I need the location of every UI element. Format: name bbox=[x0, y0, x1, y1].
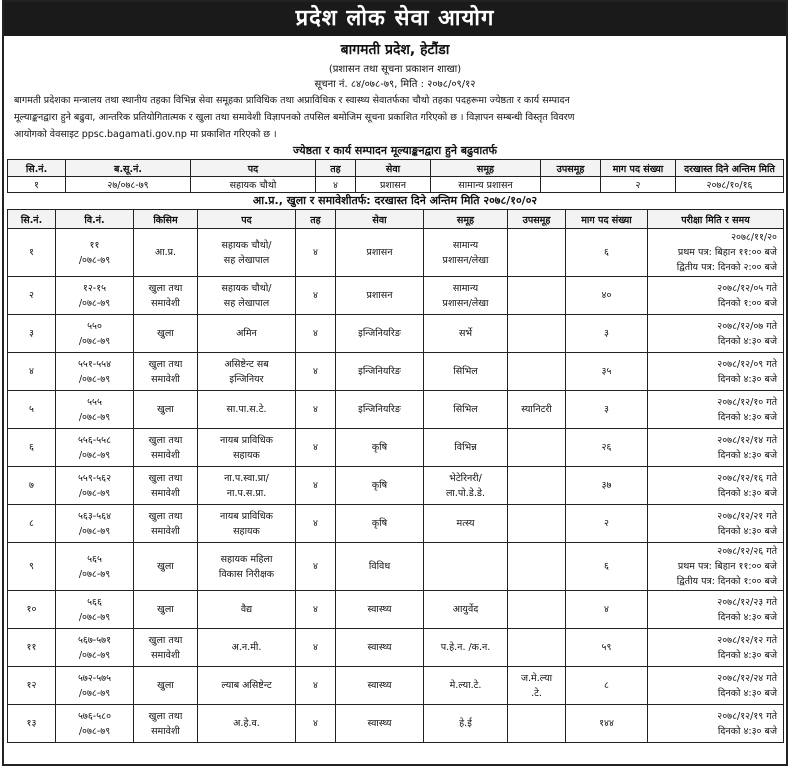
advert-number-line: /०७८-७९ bbox=[78, 411, 111, 423]
group-line: सामान्य bbox=[452, 282, 479, 294]
demand-cell: ४ bbox=[566, 591, 648, 629]
subgroup-cell bbox=[508, 229, 566, 277]
exam-date-cell bbox=[648, 467, 784, 505]
kind-line: खुला तथा bbox=[148, 358, 183, 370]
serial-cell: ६ bbox=[8, 429, 56, 467]
group-cell bbox=[424, 315, 508, 353]
column-header: उपसमूह bbox=[541, 160, 601, 177]
demand-cell: ५९ bbox=[566, 629, 648, 667]
demand-cell: २६ bbox=[566, 429, 648, 467]
exam-date-line: दिनको ४:३० बजे bbox=[717, 649, 777, 661]
post-cell bbox=[198, 277, 296, 315]
exam-date-line: दिनको ४:३० बजे bbox=[717, 335, 777, 347]
exam-date-line: दिनको ४:३० बजे bbox=[717, 611, 777, 623]
exam-date-line: २०७८/१२/१२ गते bbox=[717, 634, 777, 646]
column-header: तह bbox=[316, 160, 356, 177]
advert-number-line: /०७८-७९ bbox=[78, 254, 111, 266]
column-header: सि.नं. bbox=[8, 210, 56, 229]
exam-date-line: २०७८/१२/०९ गते bbox=[717, 358, 777, 370]
group-cell bbox=[424, 353, 508, 391]
kind-line: समावेशी bbox=[151, 525, 180, 537]
exam-date-line: २०७८/१२/२३ गते bbox=[717, 596, 777, 608]
service-cell: कृषि bbox=[336, 467, 424, 505]
service-cell: स्वास्थ्य bbox=[336, 667, 424, 705]
advert-number-line: ५५९-५६२ bbox=[77, 472, 112, 484]
post-line: सा.पा.स.टे. bbox=[226, 404, 267, 415]
subgroup-cell bbox=[508, 429, 566, 467]
table-row bbox=[8, 391, 784, 429]
post-cell bbox=[198, 591, 296, 629]
kind-line: समावेशी bbox=[151, 297, 180, 309]
vacancy-table-header bbox=[8, 210, 784, 229]
demand-cell: ३ bbox=[566, 391, 648, 429]
post-line: विकास निरीक्षक bbox=[218, 568, 275, 580]
section2-title: आ.प्र., खुला र समावेशीतर्फ: दरखास्त दिने अन्तिम मिति २०७८/१०/०२ bbox=[252, 194, 538, 207]
subgroup-cell bbox=[508, 277, 566, 315]
column-header: माग पद संख्या bbox=[566, 210, 648, 229]
exam-date-cell bbox=[648, 353, 784, 391]
group-line: सिभिल bbox=[453, 404, 478, 415]
group-line: प्रशासन/लेखा bbox=[442, 254, 489, 266]
service-cell: विविध bbox=[336, 543, 424, 591]
exam-date-line: दिनको ४:३० बजे bbox=[717, 373, 777, 385]
advert-number-line: /०७८-७९ bbox=[78, 649, 111, 661]
kind-cell bbox=[134, 315, 198, 353]
post-line: ना.प.स.प्रा. bbox=[226, 487, 267, 499]
kind-line: समावेशी bbox=[151, 449, 180, 461]
group-cell bbox=[424, 543, 508, 591]
subgroup-cell bbox=[508, 591, 566, 629]
table-row bbox=[8, 429, 784, 467]
column-header: वि.नं. bbox=[56, 210, 134, 229]
column-header: उपसमूह bbox=[508, 210, 566, 229]
kind-line: खुला bbox=[157, 604, 174, 615]
column-header: समूह bbox=[424, 210, 508, 229]
advert-number-cell bbox=[56, 505, 134, 543]
exam-date-cell bbox=[648, 505, 784, 543]
group-cell bbox=[424, 705, 508, 743]
post-cell bbox=[198, 229, 296, 277]
group-line: भेटेरिनरी/ bbox=[449, 472, 482, 484]
table-row bbox=[8, 277, 784, 315]
column-header: पद bbox=[198, 210, 296, 229]
kind-line: खुला तथा bbox=[148, 510, 183, 522]
kind-cell bbox=[134, 229, 198, 277]
group-cell bbox=[424, 229, 508, 277]
advert-number-line: /०७८-७९ bbox=[78, 611, 111, 623]
post-line: अ.न.मी. bbox=[231, 642, 262, 653]
kind-line: खुला तथा bbox=[148, 472, 183, 484]
column-header: समूह bbox=[431, 160, 541, 177]
post-line: सहायक महिला bbox=[220, 553, 273, 565]
kind-line: खुला bbox=[157, 561, 174, 572]
group-cell bbox=[424, 391, 508, 429]
section1-title: ज्येष्ठता र कार्य सम्पादन मूल्याङ्कनद्वारा हुने बढुवातर्फ bbox=[293, 144, 497, 157]
table-row bbox=[8, 629, 784, 667]
exam-date-line: दिनको १:०० बजे bbox=[717, 297, 777, 309]
office-title: बागमती प्रदेश, हेटौंडा bbox=[340, 42, 450, 58]
group-cell bbox=[424, 505, 508, 543]
service-cell: कृषि bbox=[336, 429, 424, 467]
intro-line-1: बागमती प्रदेशका मन्त्रालय तथा स्थानीय तहका विभिन्न सेवा समूहका प्राविधिक तथा अप्राविधिक र स्वास्थ्य सेवातर्फका चौथो तहका पदहरूमा ज्येष्ठता र कार्य सम्पादन bbox=[14, 95, 570, 106]
subgroup-cell bbox=[508, 391, 566, 429]
exam-date-line: २०७८/१२/१९ गते bbox=[717, 710, 777, 722]
kind-line: समावेशी bbox=[151, 725, 180, 737]
post-line: सहायक चौथो/ bbox=[221, 239, 272, 251]
subgroup-cell bbox=[508, 315, 566, 353]
service-cell: स्वास्थ्य bbox=[336, 591, 424, 629]
column-header: माग पद संख्या bbox=[601, 160, 676, 177]
group-line: आयुर्वेद bbox=[452, 604, 479, 615]
table-cell: प्रशासन bbox=[356, 177, 431, 193]
kind-line: समावेशी bbox=[151, 373, 180, 385]
exam-date-cell bbox=[648, 667, 784, 705]
group-cell bbox=[424, 629, 508, 667]
exam-date-line: २०७८/१२/२६ गते bbox=[717, 546, 777, 557]
level-cell: ४ bbox=[296, 229, 336, 277]
serial-cell: ७ bbox=[8, 467, 56, 505]
serial-cell: ८ bbox=[8, 505, 56, 543]
advert-number-line: /०७८-७९ bbox=[78, 373, 111, 385]
advert-number-line: ५५६-५५८ bbox=[77, 434, 112, 446]
table-row bbox=[8, 667, 784, 705]
exam-date-line: प्रथम पत्र: बिहान ११:०० बजे bbox=[677, 561, 777, 572]
exam-date-cell bbox=[648, 543, 784, 591]
table-cell: २०७८/१०/१६ bbox=[676, 177, 784, 193]
group-line: मत्स्य bbox=[456, 518, 475, 529]
advert-number-cell bbox=[56, 467, 134, 505]
demand-cell: ३ bbox=[566, 315, 648, 353]
exam-date-line: २०७८/११/२० bbox=[731, 232, 777, 243]
kind-line: समावेशी bbox=[151, 649, 180, 661]
table-row bbox=[8, 467, 784, 505]
advert-number-line: /०७८-७९ bbox=[78, 725, 111, 737]
kind-line: खुला bbox=[157, 404, 174, 415]
kind-cell bbox=[134, 467, 198, 505]
kind-cell bbox=[134, 391, 198, 429]
kind-cell bbox=[134, 629, 198, 667]
promotion-table-header bbox=[8, 160, 784, 177]
exam-date-cell bbox=[648, 277, 784, 315]
serial-cell: १० bbox=[8, 591, 56, 629]
service-cell: प्रशासन bbox=[336, 229, 424, 277]
service-cell: स्वास्थ्य bbox=[336, 629, 424, 667]
exam-date-line: दिनको ४:३० बजे bbox=[717, 687, 777, 699]
post-cell bbox=[198, 429, 296, 467]
serial-cell: १२ bbox=[8, 667, 56, 705]
kind-cell bbox=[134, 277, 198, 315]
advert-number-line: /०७८-७९ bbox=[78, 449, 111, 461]
table-row bbox=[8, 505, 784, 543]
post-line: सह लेखापाल bbox=[223, 297, 270, 309]
post-cell bbox=[198, 667, 296, 705]
subgroup-cell bbox=[508, 629, 566, 667]
exam-date-cell bbox=[648, 429, 784, 467]
level-cell: ४ bbox=[296, 391, 336, 429]
demand-cell: ३५ bbox=[566, 353, 648, 391]
kind-line: खुला तथा bbox=[148, 282, 183, 294]
level-cell: ४ bbox=[296, 591, 336, 629]
advert-number-line: ५५० bbox=[87, 320, 102, 332]
service-cell: इन्जिनियरिङ bbox=[336, 315, 424, 353]
exam-date-line: दिनको ४:३० बजे bbox=[717, 725, 777, 737]
kind-cell bbox=[134, 505, 198, 543]
serial-cell: ९ bbox=[8, 543, 56, 591]
service-cell: प्रशासन bbox=[336, 277, 424, 315]
subgroup-cell bbox=[508, 353, 566, 391]
exam-date-line: २०७८/१२/१० गते bbox=[717, 396, 777, 408]
exam-date-line: २०७८/१२/१६ गते bbox=[717, 472, 777, 484]
table-cell: ४ bbox=[316, 177, 356, 193]
post-line: वैद्य bbox=[240, 604, 253, 615]
subgroup-cell bbox=[508, 705, 566, 743]
post-cell bbox=[198, 705, 296, 743]
advert-number-cell bbox=[56, 277, 134, 315]
kind-line: खुला तथा bbox=[148, 710, 183, 722]
service-cell: स्वास्थ्य bbox=[336, 705, 424, 743]
post-cell bbox=[198, 505, 296, 543]
post-line: अ.हे.व. bbox=[233, 718, 260, 729]
advert-number-line: /०७८-७९ bbox=[78, 297, 111, 309]
kind-line: आ.प्र. bbox=[154, 247, 177, 258]
exam-date-line: दिनको ४:३० बजे bbox=[717, 525, 777, 537]
group-line: सामान्य bbox=[452, 239, 479, 251]
group-line: प.हे.न. /क.न. bbox=[440, 642, 491, 653]
kind-cell bbox=[134, 353, 198, 391]
group-line: प्रशासन/लेखा bbox=[442, 297, 489, 309]
serial-cell: १ bbox=[8, 229, 56, 277]
group-line: विभिन्न bbox=[454, 442, 477, 453]
column-header: किसिम bbox=[134, 210, 198, 229]
post-line: नायब प्राविधिक bbox=[220, 510, 273, 522]
group-cell bbox=[424, 277, 508, 315]
service-cell: कृषि bbox=[336, 505, 424, 543]
demand-cell: २ bbox=[566, 505, 648, 543]
vacancy-table bbox=[7, 209, 784, 743]
group-line: सर्भे bbox=[458, 328, 473, 339]
advert-number-cell bbox=[56, 543, 134, 591]
post-line: असिष्टेन्ट सब bbox=[224, 358, 269, 370]
group-line: मे.ल्या.टे. bbox=[449, 680, 482, 691]
advert-number-line: ५५१-५५४ bbox=[77, 358, 112, 370]
column-header: ब.सू.नं. bbox=[66, 160, 191, 177]
level-cell: ४ bbox=[296, 505, 336, 543]
advert-number-cell bbox=[56, 353, 134, 391]
kind-line: समावेशी bbox=[151, 487, 180, 499]
subgroup-cell bbox=[508, 467, 566, 505]
kind-cell bbox=[134, 543, 198, 591]
service-cell: इन्जिनियरिङ bbox=[336, 391, 424, 429]
notice-number: सूचना नं. ८४/०७८-७९, मिति : २०७८/०९/१२ bbox=[314, 79, 476, 90]
kind-cell bbox=[134, 591, 198, 629]
column-header: परीक्षा मिति र समय bbox=[648, 210, 784, 229]
table-cell: २७/०७८-७९ bbox=[66, 177, 191, 193]
post-line: सह लेखापाल bbox=[223, 254, 270, 266]
intro-line-3: आयोगको वेवसाइट ppsc.bagamati.gov.np मा प्रकाशित गरिएको छ । bbox=[14, 129, 277, 140]
exam-date-cell bbox=[648, 705, 784, 743]
advert-number-line: ५६३-५६४ bbox=[77, 510, 112, 522]
advert-number-line: /०७८-७९ bbox=[78, 568, 111, 580]
table-row bbox=[8, 353, 784, 391]
kind-cell bbox=[134, 705, 198, 743]
kind-line: खुला तथा bbox=[148, 434, 183, 446]
column-header: सेवा bbox=[356, 160, 431, 177]
post-cell bbox=[198, 315, 296, 353]
exam-date-line: २०७८/१२/२१ गते bbox=[717, 510, 777, 522]
exam-date-line: दिनको ४:३० बजे bbox=[717, 487, 777, 499]
advert-number-cell bbox=[56, 705, 134, 743]
exam-date-line: द्वितीय पत्र: दिनको १:०० बजे bbox=[676, 576, 777, 587]
column-header: तह bbox=[296, 210, 336, 229]
subgroup-cell bbox=[508, 667, 566, 705]
post-line: इन्जिनियर bbox=[229, 373, 264, 385]
post-cell bbox=[198, 391, 296, 429]
exam-date-line: २०७८/१२/१४ गते bbox=[717, 434, 777, 446]
demand-cell: ४० bbox=[566, 277, 648, 315]
table-row bbox=[8, 591, 784, 629]
exam-date-line: २०७८/१२/०७ गते bbox=[717, 320, 777, 332]
kind-cell bbox=[134, 429, 198, 467]
level-cell: ४ bbox=[296, 277, 336, 315]
post-cell bbox=[198, 353, 296, 391]
subgroup-cell bbox=[508, 543, 566, 591]
exam-date-line: दिनको ४:३० बजे bbox=[717, 411, 777, 423]
demand-cell: ६ bbox=[566, 543, 648, 591]
table-cell: सामान्य प्रशासन bbox=[431, 177, 541, 193]
table-row bbox=[8, 315, 784, 353]
subgroup-line: ज.मे.ल्या bbox=[520, 672, 553, 684]
intro-line-2: मूल्याङ्कनद्वारा हुने बढुवा, आन्तरिक प्रतियोगितात्मक र खुला तथा समावेशी विज्ञापनको तपसिल बमोजिम सूचना प्रकाशित गरिएको छ । विज्ञापन सम्बन्धी विस्तृत विवरण bbox=[14, 112, 575, 123]
table-cell bbox=[541, 177, 601, 193]
advert-number-line: ५७२-५७५ bbox=[77, 672, 112, 684]
column-header: पद bbox=[191, 160, 316, 177]
post-line: ल्याब असिष्टेन्ट bbox=[221, 680, 272, 691]
table-row bbox=[8, 705, 784, 743]
demand-cell: ३७ bbox=[566, 467, 648, 505]
exam-date-cell bbox=[648, 391, 784, 429]
group-line: ला.पो.डे.डे. bbox=[445, 487, 485, 499]
post-line: नायब प्राविधिक bbox=[220, 434, 273, 446]
column-header: सि.नं. bbox=[8, 160, 66, 177]
level-cell: ४ bbox=[296, 667, 336, 705]
post-line: सहायक चौथो/ bbox=[221, 282, 272, 294]
group-cell bbox=[424, 591, 508, 629]
serial-cell: ४ bbox=[8, 353, 56, 391]
kind-line: खुला bbox=[157, 328, 174, 339]
demand-cell: १४४ bbox=[566, 705, 648, 743]
notice-page bbox=[2, 0, 788, 766]
exam-date-cell bbox=[648, 315, 784, 353]
kind-line: खुला bbox=[157, 680, 174, 691]
advert-number-line: ५६७-५७१ bbox=[77, 634, 112, 646]
post-line: अमिन bbox=[236, 328, 257, 339]
level-cell: ४ bbox=[296, 705, 336, 743]
advert-number-line: /०७८-७९ bbox=[78, 335, 111, 347]
intro-paragraph bbox=[4, 92, 786, 143]
column-header: दरखास्त दिने अन्तिम मिति bbox=[676, 160, 784, 177]
branch-subtitle: (प्रशासन तथा सूचना प्रकाशन शाखा) bbox=[328, 64, 462, 75]
exam-date-line: २०७८/१२/२४ गते bbox=[717, 672, 777, 684]
subgroup-cell bbox=[508, 505, 566, 543]
advert-number-cell bbox=[56, 629, 134, 667]
advert-number-line: /०७८-७९ bbox=[78, 525, 111, 537]
exam-date-line: प्रथम पत्र: बिहान ११:०० बजे bbox=[677, 247, 777, 258]
serial-cell: ५ bbox=[8, 391, 56, 429]
serial-cell: ११ bbox=[8, 629, 56, 667]
table-row bbox=[8, 543, 784, 591]
serial-cell: १३ bbox=[8, 705, 56, 743]
advert-number-cell bbox=[56, 667, 134, 705]
kind-cell bbox=[134, 667, 198, 705]
demand-cell: ८ bbox=[566, 667, 648, 705]
serial-cell: २ bbox=[8, 277, 56, 315]
level-cell: ४ bbox=[296, 629, 336, 667]
advert-number-line: ५६५ bbox=[87, 553, 102, 565]
subgroup-line: .टे. bbox=[531, 687, 542, 699]
post-line: ना.प.स्वा.प्रा/ bbox=[224, 472, 269, 484]
subgroup-line: स्यानिटरी bbox=[521, 404, 552, 415]
service-cell: इन्जिनियरिङ bbox=[336, 353, 424, 391]
table-cell: १ bbox=[8, 177, 66, 193]
level-cell: ४ bbox=[296, 353, 336, 391]
exam-date-cell bbox=[648, 629, 784, 667]
level-cell: ४ bbox=[296, 315, 336, 353]
exam-date-cell bbox=[648, 591, 784, 629]
post-cell bbox=[198, 629, 296, 667]
advert-number-line: ११ bbox=[89, 239, 100, 251]
demand-cell: ६ bbox=[566, 229, 648, 277]
group-cell bbox=[424, 667, 508, 705]
advert-number-cell bbox=[56, 315, 134, 353]
advert-number-line: /०७८-७९ bbox=[78, 687, 111, 699]
advert-number-cell bbox=[56, 229, 134, 277]
advert-number-line: १२-१५ bbox=[82, 282, 107, 294]
table-row bbox=[8, 229, 784, 277]
post-cell bbox=[198, 543, 296, 591]
advert-number-cell bbox=[56, 391, 134, 429]
group-cell bbox=[424, 429, 508, 467]
advert-number-line: ५६६ bbox=[87, 596, 102, 608]
level-cell: ४ bbox=[296, 429, 336, 467]
post-cell bbox=[198, 467, 296, 505]
table-cell: २ bbox=[601, 177, 676, 193]
commission-banner: प्रदेश लोक सेवा आयोग bbox=[4, 2, 786, 36]
exam-date-line: द्वितीय पत्र: दिनको २:०० बजे bbox=[676, 262, 777, 273]
post-line: सहायक bbox=[233, 449, 260, 461]
exam-date-cell bbox=[648, 229, 784, 277]
group-line: हे.ई bbox=[459, 718, 472, 729]
column-header: सेवा bbox=[336, 210, 424, 229]
group-line: सिभिल bbox=[453, 366, 478, 377]
advert-number-line: ५५५ bbox=[87, 396, 102, 408]
promotion-table bbox=[7, 159, 784, 193]
exam-date-line: २०७८/१२/०५ गते bbox=[717, 282, 777, 294]
serial-cell: ३ bbox=[8, 315, 56, 353]
table-cell: सहायक चौथो bbox=[191, 177, 316, 193]
kind-line: खुला तथा bbox=[148, 634, 183, 646]
level-cell: ४ bbox=[296, 543, 336, 591]
table-row bbox=[8, 177, 784, 193]
advert-number-cell bbox=[56, 591, 134, 629]
advert-number-line: ५७६-५८० bbox=[77, 710, 112, 722]
advert-number-cell bbox=[56, 429, 134, 467]
exam-date-line: दिनको ४:३० बजे bbox=[717, 449, 777, 461]
post-line: सहायक bbox=[233, 525, 260, 537]
advert-number-line: /०७८-७९ bbox=[78, 487, 111, 499]
level-cell: ४ bbox=[296, 467, 336, 505]
group-cell bbox=[424, 467, 508, 505]
